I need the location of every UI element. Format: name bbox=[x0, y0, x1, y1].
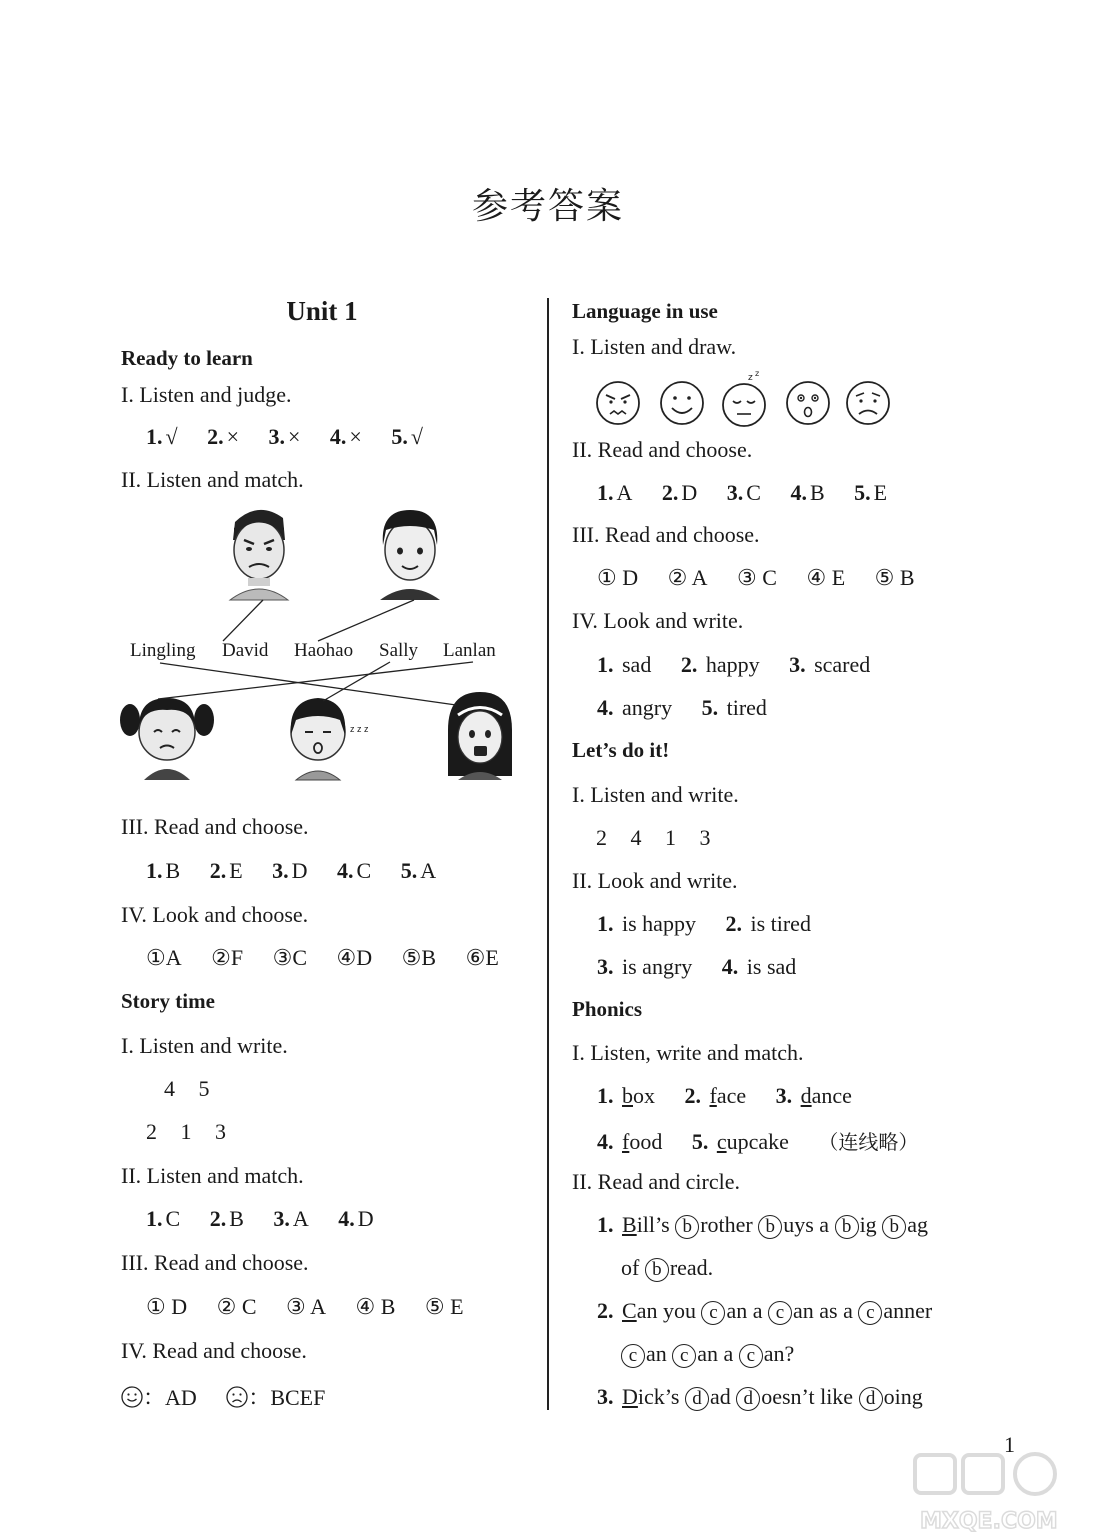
question-look-choose: IV. Look and choose. bbox=[121, 902, 309, 927]
question-phonics-listen-write-match: I. Listen, write and match. bbox=[572, 1040, 804, 1065]
crying-girl-illustration bbox=[120, 698, 214, 780]
answers-phonics-row1: 1. box 2. face 3. dance bbox=[597, 1083, 852, 1108]
question-phonics-read-circle: II. Read and circle. bbox=[572, 1169, 740, 1194]
question-doit-look-write: II. Look and write. bbox=[572, 868, 738, 893]
answers-phonics-row2: 4. food 5. cupcake （连线略） bbox=[597, 1129, 919, 1154]
name-lanlan: Lanlan bbox=[443, 640, 496, 661]
name-haohao: Haohao bbox=[294, 640, 354, 661]
name-sally: Sally bbox=[379, 640, 419, 661]
happy-boy-illustration bbox=[380, 510, 440, 600]
svg-text:z: z bbox=[755, 369, 760, 378]
answers-listen-judge: 1. √ 2. × 3. × 4. × 5. √ bbox=[146, 424, 423, 449]
column-divider bbox=[547, 298, 549, 1410]
question-lang-read-choose: II. Read and choose. bbox=[572, 437, 753, 462]
answers-lang-read-choose: 1. A 2. D 3. C 4. B 5. E bbox=[597, 480, 888, 505]
watermark-logo bbox=[905, 1450, 1095, 1535]
answers-story-read-choose: ① D ② C ③ A ④ B ⑤ E bbox=[146, 1294, 464, 1319]
sad-face-icon bbox=[226, 1386, 248, 1408]
tired-girl-illustration bbox=[291, 698, 369, 780]
phonics-sentence-2-line-1: 2. Can you c an a c an as a c anner bbox=[597, 1298, 933, 1323]
scared-girl-illustration bbox=[448, 692, 512, 780]
smile-face-icon bbox=[121, 1386, 143, 1408]
answers-lang-read-choose-2: ① D ② A ③ C ④ E ⑤ B bbox=[597, 565, 915, 590]
phonics-sentence-2-line-2: c an c an a c an? bbox=[621, 1341, 794, 1368]
phonics-sentence-3-line-1: 3. Dick’s d ad d oesn’t like d oing bbox=[597, 1384, 923, 1409]
question-read-choose: III. Read and choose. bbox=[121, 814, 309, 839]
answers-story-listen-match: 1. C 2. B 3. A 4. D bbox=[146, 1206, 374, 1231]
name-david: David bbox=[222, 640, 269, 661]
section-story-time: Story time bbox=[121, 989, 215, 1013]
answers-story-row1: 4 5 bbox=[164, 1076, 210, 1101]
answers-look-choose: ①A ②F ③C ④D ⑤B ⑥E bbox=[146, 945, 499, 970]
svg-text:z: z bbox=[748, 373, 753, 383]
answers-doit-look-write-1: 1. is happy 2. is tired bbox=[597, 911, 811, 936]
question-listen-match: II. Listen and match. bbox=[121, 467, 304, 492]
phonics-sentence-1-line-1: 1. Bill’s b rother b uys a b ig b ag bbox=[597, 1212, 928, 1237]
answers-doit-listen-write: 2 4 1 3 bbox=[596, 825, 711, 850]
question-story-listen-match: II. Listen and match. bbox=[121, 1163, 304, 1188]
drawn-faces bbox=[590, 368, 900, 428]
question-story-read-choose-faces: IV. Read and choose. bbox=[121, 1338, 307, 1363]
page-number: 1 bbox=[1004, 1432, 1015, 1457]
happy-face-icon bbox=[661, 382, 703, 424]
question-listen-judge: I. Listen and judge. bbox=[121, 382, 292, 407]
phonics-sentence-1-line-2: of b read. bbox=[621, 1255, 714, 1280]
angry-face-icon bbox=[597, 382, 639, 424]
name-lingling: Lingling bbox=[130, 640, 196, 661]
angry-boy-illustration bbox=[230, 510, 288, 600]
section-lets-do-it: Let’s do it! bbox=[572, 738, 670, 762]
question-lang-read-choose-2: III. Read and choose. bbox=[572, 522, 760, 547]
page-title: 参考答案 bbox=[471, 186, 624, 227]
section-phonics: Phonics bbox=[572, 997, 643, 1021]
question-lang-look-write: IV. Look and write. bbox=[572, 608, 744, 633]
answers-doit-look-write-2: 3. is angry 4. is sad bbox=[597, 954, 797, 979]
unit-title: Unit 1 bbox=[286, 296, 358, 326]
scared-face-icon bbox=[787, 382, 829, 424]
answers-story-row2: 2 1 3 bbox=[146, 1119, 226, 1144]
question-story-listen-write: I. Listen and write. bbox=[121, 1033, 288, 1058]
question-listen-draw: I. Listen and draw. bbox=[572, 334, 737, 359]
answers-story-faces: ：AD ：BCEF bbox=[121, 1381, 325, 1412]
question-story-read-choose: III. Read and choose. bbox=[121, 1250, 309, 1275]
svg-text:z z z: z z z bbox=[350, 724, 369, 734]
answers-lang-look-write-1: 1. sad 2. happy 3. scared bbox=[597, 652, 871, 677]
tired-face-icon bbox=[723, 369, 765, 426]
sad-face-icon bbox=[847, 382, 889, 424]
answers-read-choose: 1. B 2. E 3. D 4. C 5. A bbox=[146, 858, 437, 883]
section-language-in-use: Language in use bbox=[572, 299, 718, 323]
answers-lang-look-write-2: 4. angry 5. tired bbox=[597, 695, 767, 720]
question-doit-listen-write: I. Listen and write. bbox=[572, 782, 739, 807]
section-ready-to-learn: Ready to learn bbox=[121, 346, 253, 370]
svg-text:MXQE.COM: MXQE.COM bbox=[920, 1509, 1058, 1534]
